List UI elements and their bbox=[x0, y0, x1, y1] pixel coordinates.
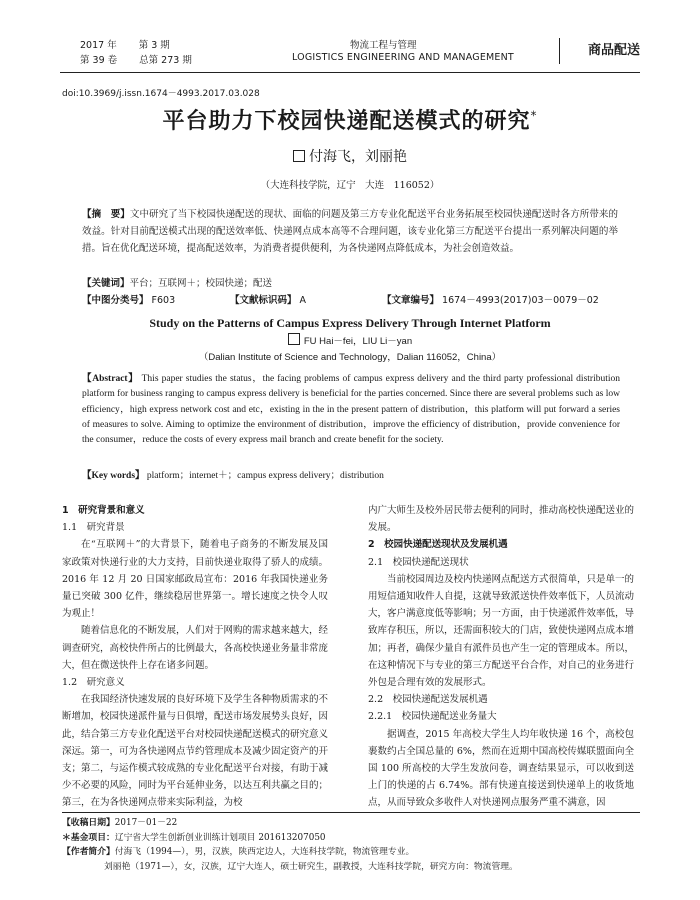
abstract-cn-label: 【摘 要】 bbox=[82, 209, 130, 220]
paper-title-cn bbox=[0, 104, 700, 135]
author-box-icon bbox=[293, 150, 305, 162]
title-footnote-mark: * bbox=[530, 108, 538, 123]
header-volume: 第 39 卷 bbox=[80, 55, 118, 66]
paragraph-continued: 内广大师生及校外居民带去便利的同时，推动高校快递配送业的发展。 bbox=[368, 505, 635, 534]
doi: doi:10.3969/j.issn.1674－4993.2017.03.028 bbox=[62, 89, 260, 99]
paragraph: 在“互联网＋”的大背景下，随着电子商务的不断发展及国家政策对快递行业的大力支持，目前快递业取得了骄人的成绩。2016 年 12 月 20 日国家邮政局宣布：2016 年我国快递业务量已突破 300 亿件，继续稳居世界第一。增长速度之快令人叹为观止！ bbox=[62, 539, 329, 620]
fund-value: 辽宁省大学生创新创业训练计划项目 201613207050 bbox=[114, 832, 326, 843]
section-heading-1-1: 1.1 研究背景 bbox=[62, 522, 125, 534]
header-total-issue: 总第 273 期 bbox=[139, 55, 192, 66]
author-box-icon bbox=[288, 333, 300, 345]
header-year: 2017 年 bbox=[80, 40, 117, 51]
keywords-en bbox=[82, 467, 384, 481]
journal-name-en: LOGISTICS ENGINEERING AND MANAGEMENT bbox=[292, 52, 514, 63]
abstract-cn-text: 文中研究了当下校园快递配送的现状、面临的问题及第三方专业化配送平台业务拓展至校园快递配送时各方所带来的效益。针对目前配送模式出现的配送效率低、快递网点成本高等不合理问题，该专业化第三方配送平台提出一系列解决问题的举措。旨在优化配送环境，提高配送效率，为消费者提供便利，为各快递网点降低成本，为社会创造效益。 bbox=[82, 209, 618, 254]
section-heading-2-1: 2.1 校园快递配送现状 bbox=[368, 556, 469, 568]
paper-title-en: Study on the Patterns of Campus Express Delivery Through Internet Platform bbox=[149, 316, 551, 330]
body-column-left bbox=[62, 502, 328, 812]
section-heading-2: 2 校园快递配送现状及发展机遇 bbox=[368, 539, 508, 551]
paragraph: 据调查，2015 年高校大学生人均年收快递 16 个，高校包裹数约占全国总量的 6%，然而在近期中国高校传媒联盟面向全国 100 所高校的大学生发放问卷，调查结果显示，可以收到送上门的快递的占 6.74%。部有快递直接送到快递单上的收货地点，从而导致众多收件人对快递网点服务严重不满意，因 bbox=[368, 728, 634, 809]
authors-cn-text: 付海飞，刘丽艳 bbox=[309, 149, 407, 165]
received-value: 2017－01－22 bbox=[114, 818, 178, 828]
abstract-en-text: This paper studies the status，the facing problems of campus express delivery and the third party professional distribution platform for business ranging to campus express delivery is beneficial for the parties concerned. Since there are several problems such as low efficiency，high express network cost and etc，existing in the in the present pattern of distribution，this platform will put forward a series of measures to solve. Aiming to optimize the environment of distribution，improve the efficiency of distribution，provide convenience for the consumer，reduce the costs of every express mail branch and create benefit for the society. bbox=[82, 374, 620, 446]
clc-value: F603 bbox=[151, 295, 176, 306]
keywords-en-label: 【Key words】 bbox=[82, 471, 145, 481]
section-heading-1-2: 1.2 研究意义 bbox=[62, 677, 125, 689]
received-label: 【收稿日期】 bbox=[62, 818, 115, 828]
doc-code-field bbox=[230, 292, 306, 306]
paragraph: 在我国经济快速发展的良好环境下及学生各种物质需求的不断增加，校园快递派件量与日俱增，配送市场发展势头良好，因此，结合第三方专业化配送平台对校园快递配送模式的研究意义深远。第一，可为各快递网点节约管理成本及减少固定资产的开支；第二，与运作模式较成熟的专业化配送平台对接，有助于减少不必要的风险，同时为平台延伸业务，以达互利共赢之目的；第三，在为各快递网点带来实际利益，为校 bbox=[62, 694, 329, 809]
header-issue: 第 3 期 bbox=[138, 40, 170, 51]
affiliation-cn: （大连科技学院，辽宁 大连 116052） bbox=[260, 180, 440, 191]
paragraph: 随着信息化的不断发展，人们对于网购的需求越来越大，经调查研究，高校快件所占的比例最大，各高校快递业务量非常庞大，但在微送快件上存在诸多问题。 bbox=[62, 625, 329, 671]
keywords-cn-text: 平台；互联网＋；校园快递；配送 bbox=[129, 278, 273, 289]
article-no-label: 【文章编号】 bbox=[382, 295, 440, 306]
doc-code-label: 【文献标识码】 bbox=[230, 295, 297, 306]
header-issue-line bbox=[80, 37, 170, 51]
fund-note bbox=[62, 831, 640, 846]
authors-cn bbox=[0, 146, 700, 166]
abstract-cn bbox=[82, 206, 618, 257]
author-bio-second: 刘丽艳（1971—），女，汉族，辽宁大连人，硕士研究生，副教授，大连科技学院，研究方向：物流管理。 bbox=[104, 861, 518, 872]
received-date bbox=[62, 816, 640, 831]
affiliation-en: （Dalian Institute of Science and Technology，Dalian 116052，China） bbox=[198, 352, 502, 363]
fund-label: ＊基金项目： bbox=[62, 832, 115, 843]
doc-code-value: A bbox=[299, 295, 307, 306]
clc-label: 【中图分类号】 bbox=[82, 295, 149, 306]
article-no-value: 1674－4993(2017)03－0079－02 bbox=[442, 295, 599, 306]
article-no-field bbox=[382, 292, 599, 306]
body-column-right bbox=[368, 502, 634, 812]
abstract-en-label: 【Abstract】 bbox=[82, 374, 139, 384]
journal-header bbox=[60, 34, 640, 73]
keywords-cn-label: 【关键词】 bbox=[82, 278, 130, 289]
title-cn-text: 平台助力下校园快递配送模式的研究 bbox=[162, 109, 531, 134]
section-name: 商品配送 bbox=[559, 38, 640, 64]
paragraph: 当前校园周边及校内快递网点配送方式很简单，只是单一的用短信通知收件人自提，这就导致派送快件效率低下，人员流动大，客户满意度低等影响；另一方面，由于快递派件效率低，导致库存积压，所以，还需面积较大的门店，致使快递网点成本增加；再者，确保少量自有派件员也产生一定的管理成本。所以，在这种情况下与专业的第三方配送平台合作，对自己的业务进行外包是合理有效的发展形式。 bbox=[368, 573, 635, 689]
section-heading-1: 1 研究背景和意义 bbox=[62, 505, 145, 516]
authors-en bbox=[0, 333, 700, 347]
section-heading-2-2: 2.2 校园快递配送发展机遇 bbox=[368, 694, 488, 706]
section-heading-2-2-1: 2.2.1 校园快递配送业务量大 bbox=[368, 711, 497, 723]
bio-first: 付海飞（1994—），男，汉族，陕西定边人，大连科技学院，物流管理专业。 bbox=[114, 847, 415, 857]
keywords-cn bbox=[82, 275, 272, 289]
footnotes bbox=[62, 812, 640, 874]
header-volume-line bbox=[80, 52, 192, 66]
author-bio bbox=[62, 845, 640, 860]
bio-label: 【作者简介】 bbox=[62, 847, 115, 857]
authors-en-text: FU Hai－fei，LIU Li－yan bbox=[303, 336, 413, 347]
keywords-en-text: platform；internet＋；campus express delivery；distribution bbox=[146, 471, 384, 481]
abstract-en bbox=[82, 372, 620, 448]
clc-field bbox=[82, 292, 175, 306]
journal-name-cn: 物流工程与管理 bbox=[350, 40, 417, 51]
